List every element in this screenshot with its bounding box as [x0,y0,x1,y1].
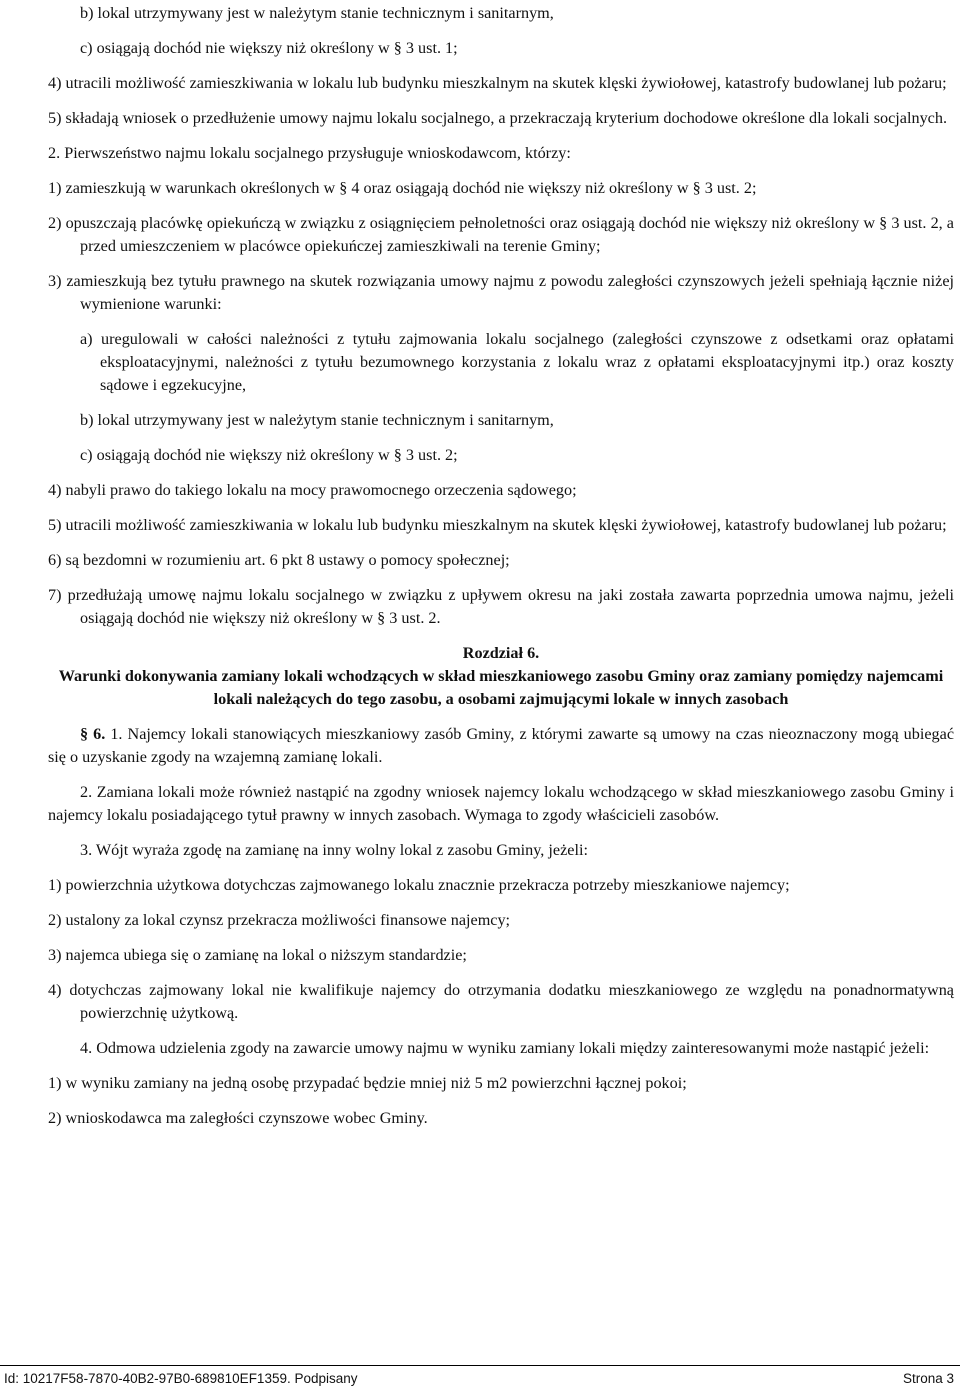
section-2-item-2: 2) opuszczają placówkę opiekuńczą w związku z osiągnięciem pełnoletności oraz osiągają dochód nie większy niż określony w § 3 ust. 2, a przed umieszczeniem w placówce opiekuńczej zamieszkiwali na terenie Gminy; [48,214,954,255]
page-number: Strona 3 [902,1371,954,1386]
paragraph-6-4-item-2: 2) wnioskodawca ma zaległości czynszowe wobec Gminy. [48,1109,428,1127]
section-2-item-3c: c) osiągają dochód nie większy niż określony w § 3 ust. 2; [80,446,458,464]
page-footer [0,1365,960,1392]
document-id: Id: 10217F58-7870-40B2-97B0-689810EF1359. Podpisany [4,1371,358,1386]
top-item-b: b) lokal utrzymywany jest w należytym stanie technicznym i sanitarnym, [80,4,554,22]
section-2-item-3a: a) uregulowali w całości należności z tytułu zajmowania lokalu socjalnego (zaległości czynszowe z odsetkami oraz opłatami eksploatacyjnymi, należności z tytułu bezumownego korzystania z lokalu wraz z opłatami eksploatacyjnymi itp.) oraz koszty sądowe i egzekucyjne, [80,330,954,394]
section-2-item-4: 4) nabyli prawo do takiego lokalu na mocy prawomocnego orzeczenia sądowego; [48,481,577,499]
paragraph-6-3: 3. Wójt wyraża zgodę na zamianę na inny wolny lokal z zasobu Gminy, jeżeli: [80,841,588,859]
section-2-intro: 2. Pierwszeństwo najmu lokalu socjalnego przysługuje wnioskodawcom, którzy: [48,144,571,162]
section-2-item-3: 3) zamieszkują bez tytułu prawnego na skutek rozwiązania umowy najmu z powodu zaległości czynszowych jeżeli spełniają łącznie niżej wymienione warunki: [48,272,954,313]
paragraph-6-3-item-2: 2) ustalony za lokal czynsz przekracza możliwości finansowe najemcy; [48,911,511,929]
paragraph-6-3-item-1: 1) powierzchnia użytkowa dotychczas zajmowanego lokalu znacznie przekracza potrzeby mieszkaniowe najemcy; [48,876,790,894]
section-sign: § 6. [80,725,106,743]
top-item-5: 5) składają wniosek o przedłużenie umowy najmu lokalu socjalnego, a przekraczają kryterium dochodowe określone dla lokali socjalnych. [48,109,947,127]
paragraph-6-3-item-3: 3) najemca ubiega się o zamianę na lokal o niższym standardzie; [48,946,467,964]
section-2-item-1: 1) zamieszkują w warunkach określonych w § 4 oraz osiągają dochód nie większy niż określony w § 3 ust. 2; [48,179,757,197]
section-2-item-5: 5) utracili możliwość zamieszkiwania w lokalu lub budynku mieszkalnym na skutek klęski żywiołowej, katastrofy budowlanej lub pożaru; [48,516,947,534]
top-item-4: 4) utracili możliwość zamieszkiwania w lokalu lub budynku mieszkalnym na skutek klęski żywiołowej, katastrofy budowlanej lub pożaru; [48,74,947,92]
section-2-item-6: 6) są bezdomni w rozumieniu art. 6 pkt 8 ustawy o pomocy społecznej; [48,551,510,569]
chapter-title: Warunki dokonywania zamiany lokali wchodzących w skład mieszkaniowego zasobu Gminy oraz zamiany pomiędzy najemcami lokali należących do tego zasobu, a osobami zajmującymi lokale w innych zasobach [58,667,944,708]
paragraph-6-3-item-4: 4) dotychczas zajmowany lokal nie kwalifikuje najemcy do otrzymania dodatku mieszkaniowego ze względu na ponadnormatywną powierzchnię użytkową. [48,981,954,1022]
document-body [48,2,954,1130]
paragraph-6-4: 4. Odmowa udzielenia zgody na zawarcie umowy najmu w wyniku zamiany lokali między zainteresowanymi może nastąpić jeżeli: [80,1039,930,1057]
section-2-item-3b: b) lokal utrzymywany jest w należytym stanie technicznym i sanitarnym, [80,411,554,429]
paragraph-6-4-item-1: 1) w wyniku zamiany na jedną osobę przypadać będzie mniej niż 5 m2 powierzchni łącznej pokoi; [48,1074,687,1092]
section-2-item-7: 7) przedłużają umowę najmu lokalu socjalnego w związku z upływem okresu na jaki została zawarta poprzednia umowa najmu, jeżeli osiągają dochód nie większy niż określony w § 3 ust. 2. [48,586,954,627]
paragraph-6-1-text: 1. Najemcy lokali stanowiących mieszkaniowy zasób Gminy, z którymi zawarte są umowy na czas nieoznaczony mogą ubiegać się o uzyskanie zgody na wzajemną zamianę lokali. [48,725,955,766]
paragraph-6-2: 2. Zamiana lokali może również nastąpić na zgodny wniosek najemcy lokalu wchodzącego w skład mieszkaniowego zasobu Gminy i najemcy lokalu posiadającego tytuł prawny w innych zasobach. Wymaga to zgody właścicieli zasobów. [48,783,954,824]
top-item-c: c) osiągają dochód nie większy niż określony w § 3 ust. 1; [80,39,458,57]
paragraph-6-1 [48,723,954,769]
chapter-number: Rozdział 6. [462,644,540,662]
